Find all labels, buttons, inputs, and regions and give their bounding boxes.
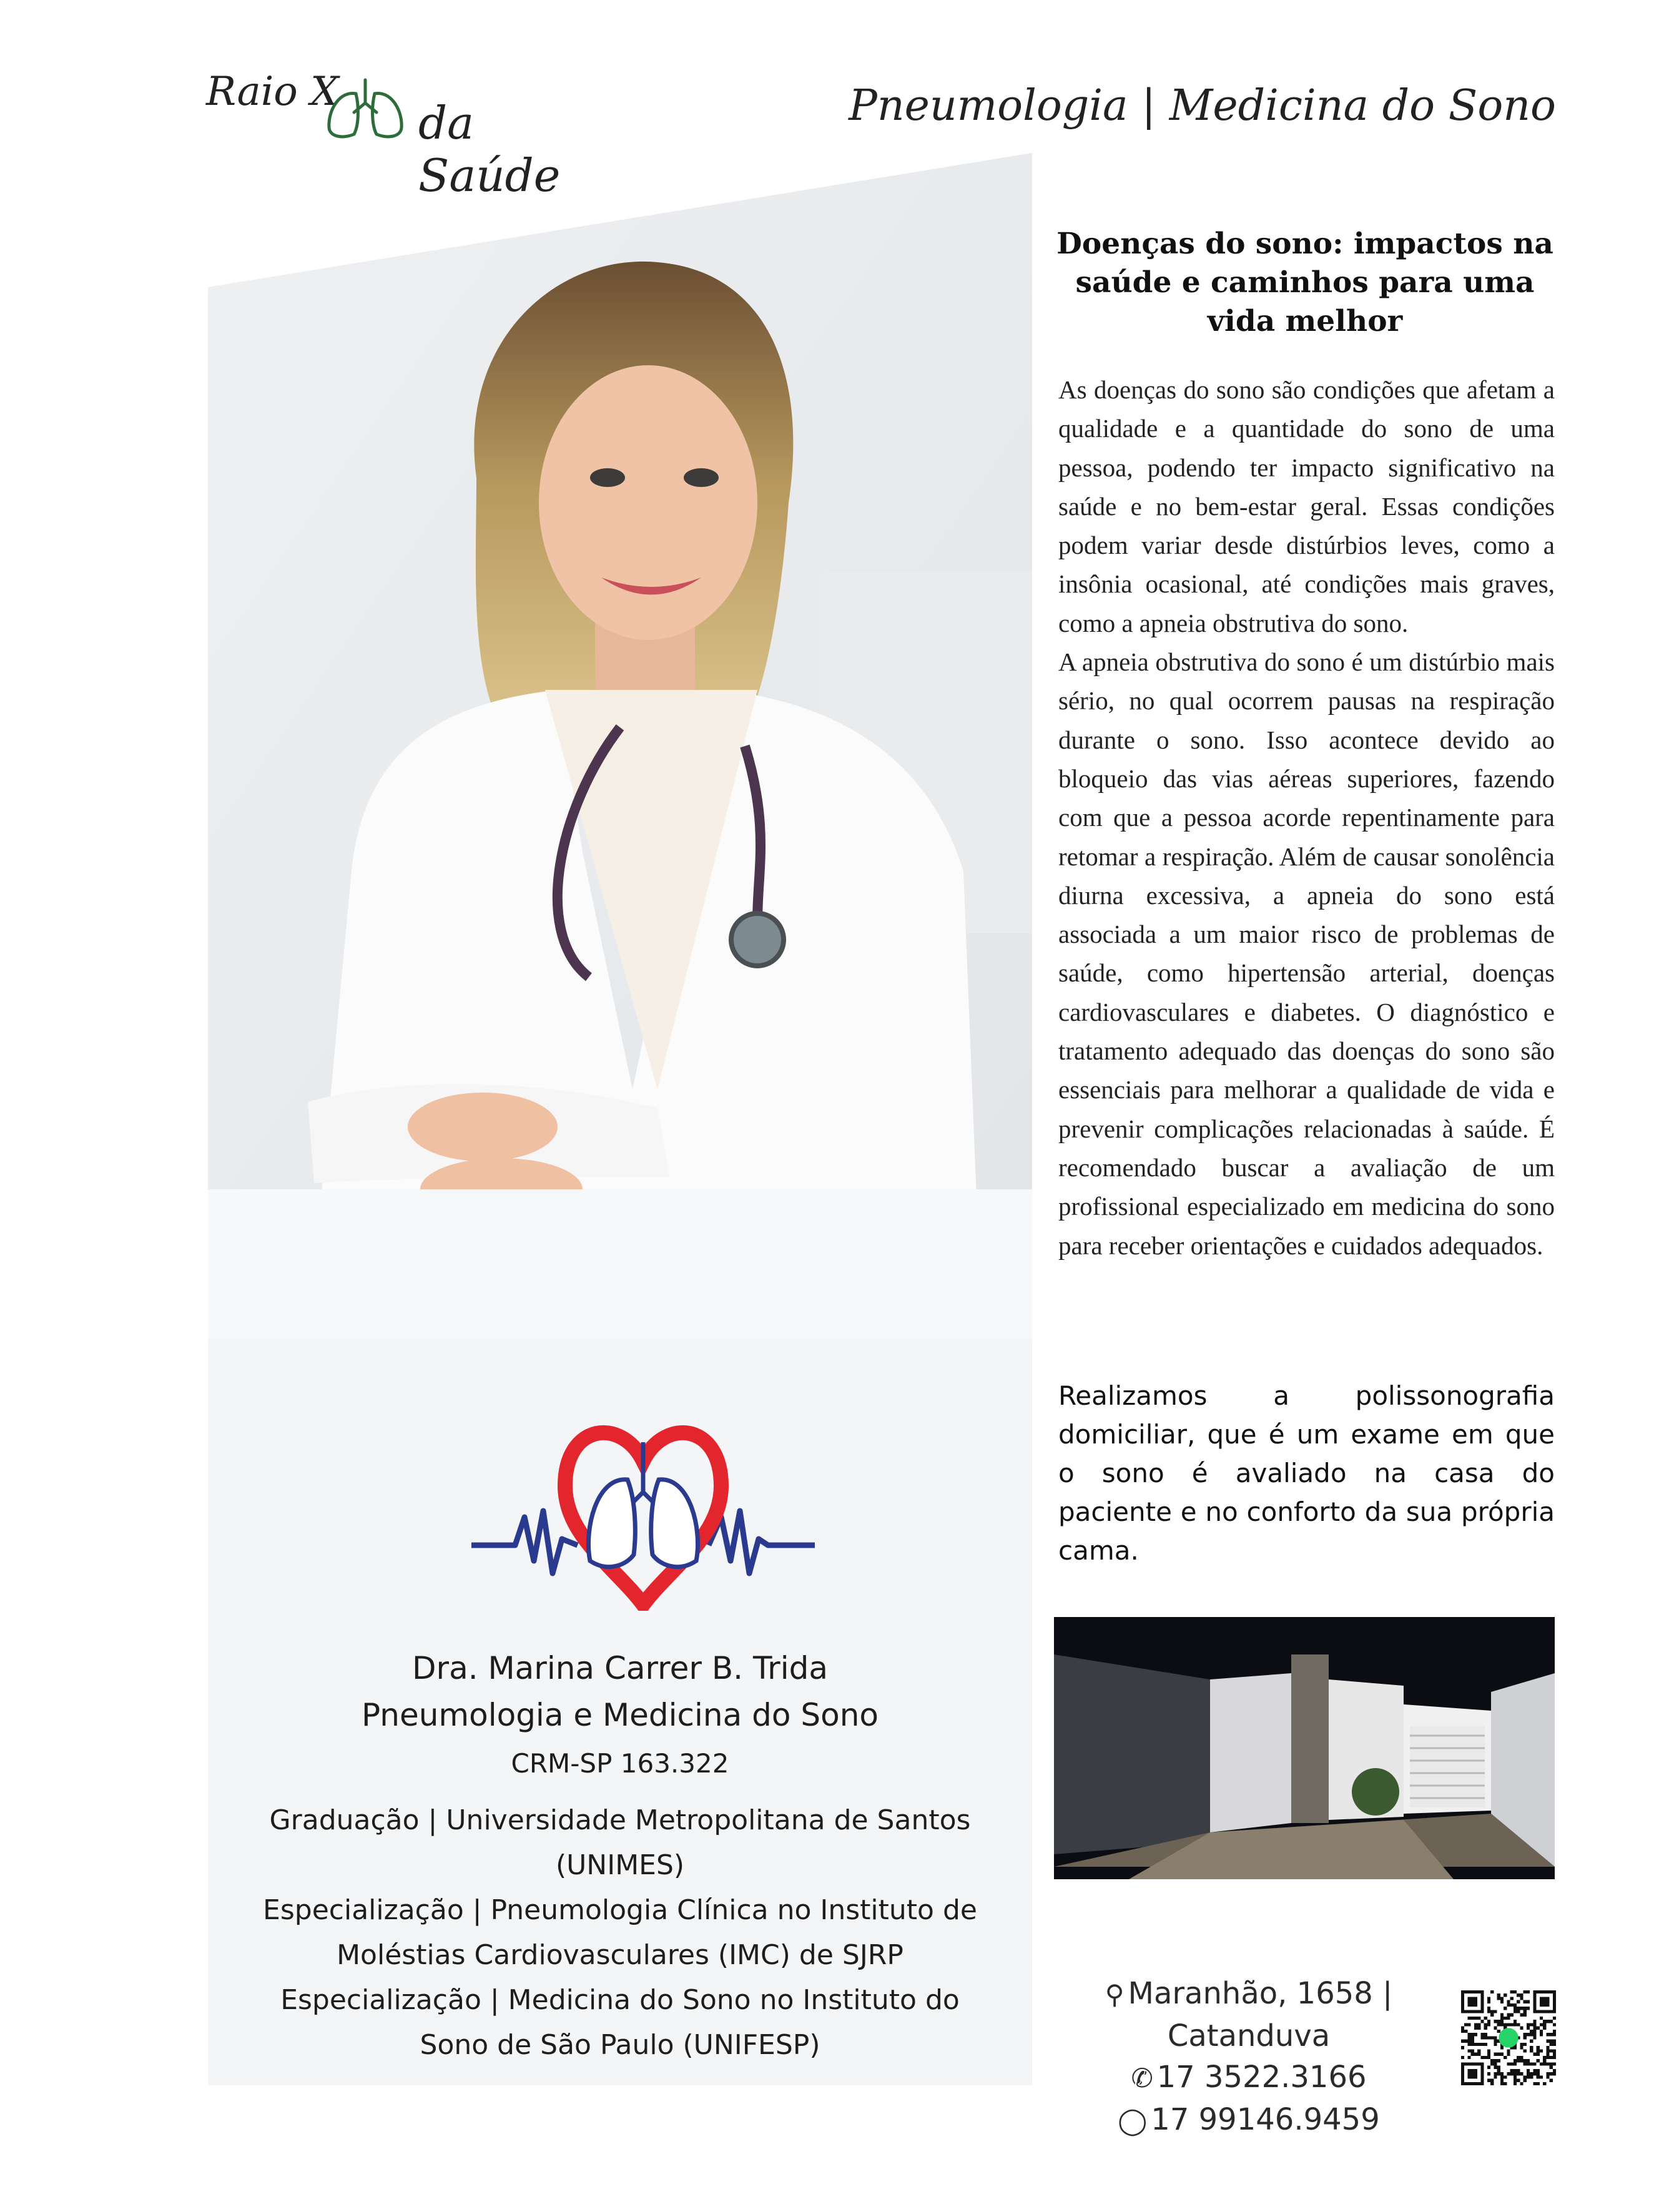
- doctor-crm: CRM-SP 163.322: [511, 1748, 729, 1779]
- doctor-heading: [208, 1645, 1032, 1739]
- header-specialty: Pneumologia | Medicina do Sono: [849, 81, 1556, 130]
- clinic-building-photo: [1054, 1617, 1555, 1879]
- contact-address: Maranhão, 1658 | Catanduva: [1128, 1976, 1393, 2053]
- article-cta: Realizamos a polissonografia domiciliar, que é um exame em que o sono é avaliado na casa do paciente e no conforto da sua própria cama.: [1058, 1380, 1555, 1566]
- clinic-logo: [471, 1417, 815, 1611]
- contact-address-row: [1030, 1973, 1467, 2057]
- contact-whatsapp[interactable]: 17 99146.9459: [1151, 2102, 1380, 2137]
- contact-phone-row[interactable]: [1030, 2057, 1467, 2099]
- brand-logo: [206, 69, 606, 202]
- doctor-name: Dra. Marina Carrer B. Trida: [412, 1650, 828, 1686]
- article-paragraph: As doenças do sono são condições que afetam a qualidade e a quantidade do sono de uma pessoa, podendo ter impacto significativo na saúde e no bem-estar geral. Essas condições podem variar desde distúrbios leves, como a insônia ocasional, até condições mais graves, como a apneia obstrutiva do sono.: [1058, 375, 1555, 637]
- contact-block: [1030, 1973, 1467, 2141]
- credential-item: Graduação | Universidade Metropolitana de Santos (UNIMES): [269, 1804, 971, 1881]
- article-title: Doenças do sono: impactos na saúde e caminhos para uma vida melhor: [1056, 227, 1553, 338]
- brand-prefix: Raio X: [206, 69, 339, 115]
- qr-code[interactable]: [1461, 1990, 1556, 2085]
- doctor-photo: [208, 153, 1032, 1339]
- whatsapp-icon: ◯: [1118, 2105, 1148, 2136]
- article-paragraph: A apneia obstrutiva do sono é um distúrbio mais sério, no qual ocorrem pausas na respiração durante o sono. Isso acontece devido ao bloqueio das vias aéreas superiores, fazendo com que a pessoa acorde repentinamente para retomar a respiração. Além de causar sonolência diurna excessiva, a apneia do sono está associada a um maior risco de problemas de saúde, como hipertensão arterial, doenças cardiovasculares e diabetes. O diagnóstico e tratamento adequado das doenças do sono são essenciais para melhorar a qualidade de vida e prevenir complicações relacionadas à saúde. É recomendado buscar a avaliação de um profissional especializado em medicina do sono para receber orientações e cuidados adequados.: [1058, 647, 1555, 1260]
- phone-icon: ✆: [1131, 2063, 1153, 2093]
- article-body: [1058, 370, 1555, 1265]
- brand-suffix: da Saúde: [418, 97, 561, 202]
- contact-whatsapp-row[interactable]: [1030, 2099, 1467, 2141]
- credentials-list: [208, 1798, 1032, 2068]
- map-pin-icon: ⚲: [1105, 1979, 1125, 2010]
- credential-item: Especialização | Medicina do Sono no Instituto do Sono de São Paulo (UNIFESP): [280, 1984, 960, 2061]
- doctor-specialty: Pneumologia e Medicina do Sono: [362, 1697, 879, 1733]
- doctor-photo-panel: [208, 153, 1032, 2085]
- clinic-building-image: [1054, 1617, 1555, 1879]
- credential-item: Especialização | Pneumologia Clínica no Instituto de Moléstias Cardiovasculares (IMC) de SJRP: [263, 1894, 977, 1971]
- lungs-icon: [322, 75, 409, 144]
- contact-phone[interactable]: 17 3522.3166: [1156, 2060, 1367, 2095]
